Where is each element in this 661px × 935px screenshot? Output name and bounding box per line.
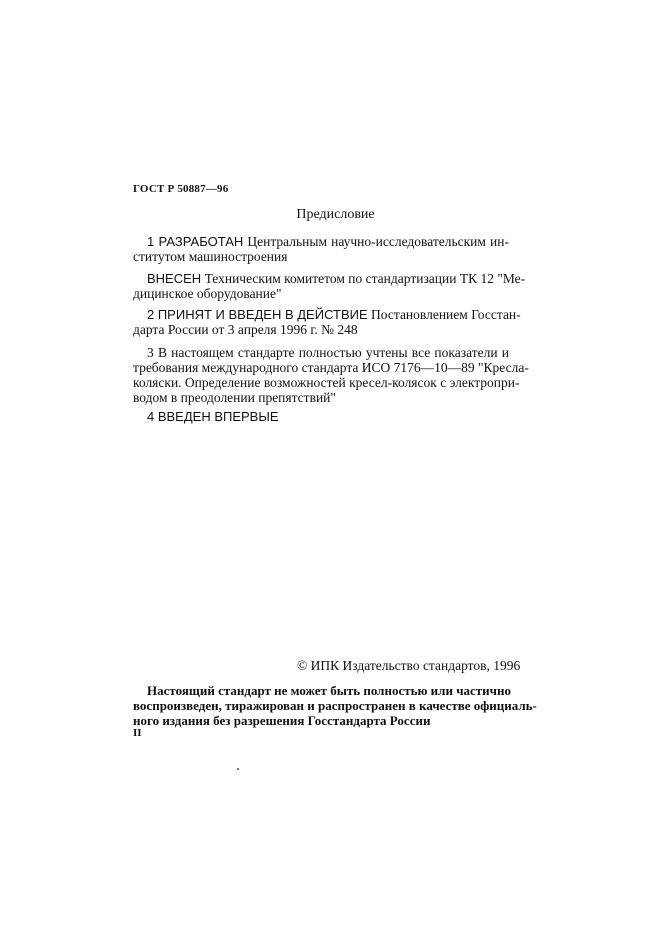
scan-speck [237, 768, 239, 770]
paragraph-first-introduced [133, 409, 509, 424]
notice-line: воспроизведен, тиражирован и распространен в качестве официаль- [133, 698, 537, 713]
section-title: Предисловие [296, 207, 375, 222]
paragraph-line [133, 307, 521, 322]
paragraph-line: коляски. Определение возможностей кресел-колясок с электропри- [133, 375, 520, 390]
paragraph-line: дарта России от 3 апреля 1996 г. № 248 [133, 322, 358, 337]
paragraph-text: Постановлением Госстан- [371, 307, 521, 322]
page-number: II [133, 727, 142, 739]
paragraph-line: 3 В настоящем стандарте полностью учтены все показатели и [147, 345, 509, 360]
paragraph-label: ВНЕСЕН [147, 271, 202, 286]
notice-line: ного издания без разрешения Госстандарта России [133, 713, 431, 728]
paragraph-label: 1 РАЗРАБОТАН [147, 234, 244, 249]
document-code: ГОСТ Р 50887—96 [133, 183, 229, 195]
copyright-line: © ИПК Издательство стандартов, 1996 [297, 658, 521, 673]
paragraph-line: дицинское оборудование" [133, 286, 282, 301]
paragraph-developed-by [133, 234, 509, 264]
reproduction-notice [133, 683, 537, 728]
paragraph-line: водом в преодолении препятствий" [133, 390, 336, 405]
paragraph-adopted [133, 307, 521, 337]
paragraph-line: ститутом машиностроения [133, 249, 288, 264]
notice-line: Настоящий стандарт не может быть полностью или частично [147, 683, 511, 698]
paragraph-line [133, 409, 509, 424]
paragraph-line [133, 271, 526, 286]
paragraph-introduced-by [133, 271, 526, 301]
paragraph-line [133, 234, 509, 249]
paragraph-iso-compliance [133, 345, 529, 405]
paragraph-line: требования международного стандарта ИСО 7176—10—89 "Кресла- [133, 360, 529, 375]
paragraph-label: 4 ВВЕДЕН ВПЕРВЫЕ [147, 409, 279, 424]
paragraph-text: Техническим комитетом по стандартизации ТК 12 "Ме- [204, 271, 526, 286]
paragraph-text: Центральным научно-исследовательским ин- [247, 234, 509, 249]
paragraph-label: 2 ПРИНЯТ И ВВЕДЕН В ДЕЙСТВИЕ [147, 307, 368, 322]
